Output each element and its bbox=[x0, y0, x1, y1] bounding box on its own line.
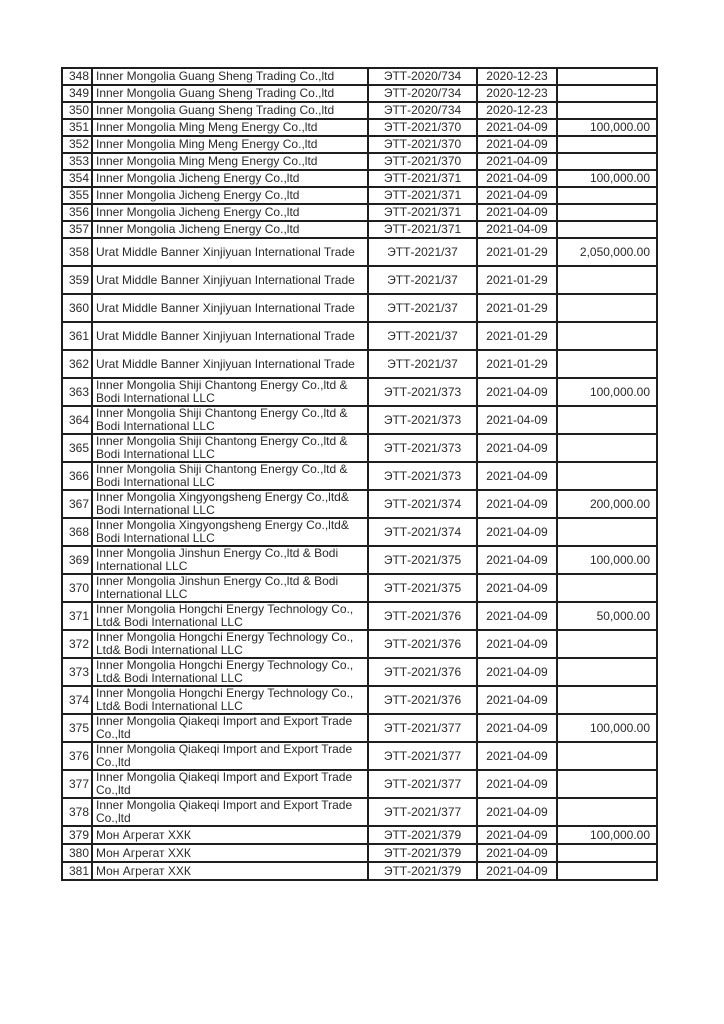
company-name-cell: Inner Mongolia Hongchi Energy Technology Co., Ltd& Bodi International LLC bbox=[92, 602, 368, 630]
amount-cell bbox=[557, 294, 657, 322]
row-number-cell: 366 bbox=[62, 462, 92, 490]
row-number-cell: 364 bbox=[62, 406, 92, 434]
contract-date-cell: 2021-04-09 bbox=[477, 714, 557, 742]
company-name-cell: Inner Mongolia Jinshun Energy Co.,ltd & Bodi International LLC bbox=[92, 574, 368, 602]
company-name-cell: Inner Mongolia Jinshun Energy Co.,ltd & Bodi International LLC bbox=[92, 546, 368, 574]
row-number-cell: 377 bbox=[62, 770, 92, 798]
row-number-cell: 375 bbox=[62, 714, 92, 742]
contract-date-cell: 2021-04-09 bbox=[477, 462, 557, 490]
table-row bbox=[62, 844, 657, 862]
company-name-cell: Мон Агрегат ХХК bbox=[92, 862, 368, 880]
company-name-cell: Inner Mongolia Hongchi Energy Technology Co., Ltd& Bodi International LLC bbox=[92, 658, 368, 686]
amount-cell bbox=[557, 686, 657, 714]
contract-code-cell: ЭТТ-2021/377 bbox=[368, 770, 477, 798]
table-row bbox=[62, 770, 657, 798]
amount-cell bbox=[557, 518, 657, 546]
amount-cell bbox=[557, 742, 657, 770]
row-number-cell: 373 bbox=[62, 658, 92, 686]
contract-date-cell: 2021-04-09 bbox=[477, 187, 557, 204]
contract-date-cell: 2021-04-09 bbox=[477, 170, 557, 187]
table-row bbox=[62, 204, 657, 221]
row-number-cell: 369 bbox=[62, 546, 92, 574]
contract-code-cell: ЭТТ-2021/37 bbox=[368, 350, 477, 378]
contract-date-cell: 2021-04-09 bbox=[477, 204, 557, 221]
contract-date-cell: 2020-12-23 bbox=[477, 102, 557, 119]
table-row bbox=[62, 434, 657, 462]
table-row bbox=[62, 546, 657, 574]
contract-code-cell: ЭТТ-2021/376 bbox=[368, 686, 477, 714]
row-number-cell: 372 bbox=[62, 630, 92, 658]
row-number-cell: 370 bbox=[62, 574, 92, 602]
table-row bbox=[62, 322, 657, 350]
contract-date-cell: 2021-04-09 bbox=[477, 630, 557, 658]
contract-date-cell: 2021-04-09 bbox=[477, 119, 557, 136]
contract-code-cell: ЭТТ-2021/377 bbox=[368, 742, 477, 770]
table-row bbox=[62, 238, 657, 266]
company-name-cell: Urat Middle Banner Xinjiyuan International Trade bbox=[92, 266, 368, 294]
company-name-cell: Inner Mongolia Guang Sheng Trading Co.,ltd bbox=[92, 102, 368, 119]
amount-cell bbox=[557, 266, 657, 294]
amount-cell: 100,000.00 bbox=[557, 170, 657, 187]
contract-date-cell: 2021-04-09 bbox=[477, 844, 557, 862]
contract-date-cell: 2021-04-09 bbox=[477, 378, 557, 406]
contract-code-cell: ЭТТ-2021/370 bbox=[368, 136, 477, 153]
amount-cell: 100,000.00 bbox=[557, 546, 657, 574]
row-number-cell: 361 bbox=[62, 322, 92, 350]
table-row bbox=[62, 68, 657, 85]
company-name-cell: Мон Агрегат ХХК bbox=[92, 844, 368, 862]
row-number-cell: 376 bbox=[62, 742, 92, 770]
contract-code-cell: ЭТТ-2021/37 bbox=[368, 294, 477, 322]
table-row bbox=[62, 85, 657, 102]
row-number-cell: 363 bbox=[62, 378, 92, 406]
row-number-cell: 356 bbox=[62, 204, 92, 221]
table-row bbox=[62, 658, 657, 686]
contract-date-cell: 2021-04-09 bbox=[477, 490, 557, 518]
company-name-cell: Inner Mongolia Shiji Chantong Energy Co.,ltd & Bodi International LLC bbox=[92, 434, 368, 462]
table-row bbox=[62, 826, 657, 844]
table-row bbox=[62, 119, 657, 136]
contract-date-cell: 2021-04-09 bbox=[477, 770, 557, 798]
amount-cell bbox=[557, 434, 657, 462]
row-number-cell: 379 bbox=[62, 826, 92, 844]
table-row bbox=[62, 221, 657, 238]
row-number-cell: 362 bbox=[62, 350, 92, 378]
contract-date-cell: 2021-04-09 bbox=[477, 518, 557, 546]
amount-cell bbox=[557, 770, 657, 798]
table-row bbox=[62, 518, 657, 546]
amount-cell bbox=[557, 350, 657, 378]
table-row bbox=[62, 136, 657, 153]
amount-cell: 100,000.00 bbox=[557, 714, 657, 742]
contract-code-cell: ЭТТ-2021/377 bbox=[368, 714, 477, 742]
contract-date-cell: 2021-01-29 bbox=[477, 294, 557, 322]
table-row bbox=[62, 187, 657, 204]
amount-cell bbox=[557, 406, 657, 434]
company-name-cell: Inner Mongolia Guang Sheng Trading Co.,ltd bbox=[92, 85, 368, 102]
company-name-cell: Inner Mongolia Ming Meng Energy Co.,ltd bbox=[92, 153, 368, 170]
row-number-cell: 349 bbox=[62, 85, 92, 102]
row-number-cell: 354 bbox=[62, 170, 92, 187]
row-number-cell: 358 bbox=[62, 238, 92, 266]
company-name-cell: Inner Mongolia Qiakeqi Import and Export Trade Co.,ltd bbox=[92, 770, 368, 798]
amount-cell bbox=[557, 68, 657, 85]
contract-date-cell: 2021-04-09 bbox=[477, 153, 557, 170]
table-row bbox=[62, 102, 657, 119]
table-row bbox=[62, 862, 657, 880]
contract-date-cell: 2021-01-29 bbox=[477, 322, 557, 350]
contract-code-cell: ЭТТ-2020/734 bbox=[368, 102, 477, 119]
company-name-cell: Inner Mongolia Jicheng Energy Co.,ltd bbox=[92, 187, 368, 204]
contract-date-cell: 2021-04-09 bbox=[477, 602, 557, 630]
amount-cell: 200,000.00 bbox=[557, 490, 657, 518]
company-name-cell: Inner Mongolia Qiakeqi Import and Export Trade Co.,ltd bbox=[92, 714, 368, 742]
contract-code-cell: ЭТТ-2021/37 bbox=[368, 266, 477, 294]
company-name-cell: Inner Mongolia Hongchi Energy Technology Co., Ltd& Bodi International LLC bbox=[92, 686, 368, 714]
contract-code-cell: ЭТТ-2021/373 bbox=[368, 434, 477, 462]
amount-cell bbox=[557, 204, 657, 221]
amount-cell bbox=[557, 221, 657, 238]
contract-code-cell: ЭТТ-2021/373 bbox=[368, 462, 477, 490]
table-row bbox=[62, 602, 657, 630]
table-row bbox=[62, 170, 657, 187]
amount-cell bbox=[557, 798, 657, 826]
amount-cell: 2,050,000.00 bbox=[557, 238, 657, 266]
row-number-cell: 360 bbox=[62, 294, 92, 322]
contract-code-cell: ЭТТ-2021/374 bbox=[368, 518, 477, 546]
company-name-cell: Inner Mongolia Ming Meng Energy Co.,ltd bbox=[92, 136, 368, 153]
contract-code-cell: ЭТТ-2021/373 bbox=[368, 406, 477, 434]
row-number-cell: 359 bbox=[62, 266, 92, 294]
row-number-cell: 352 bbox=[62, 136, 92, 153]
amount-cell: 100,000.00 bbox=[557, 378, 657, 406]
table-row bbox=[62, 686, 657, 714]
row-number-cell: 378 bbox=[62, 798, 92, 826]
contract-date-cell: 2021-04-09 bbox=[477, 658, 557, 686]
amount-cell: 50,000.00 bbox=[557, 602, 657, 630]
contract-code-cell: ЭТТ-2021/371 bbox=[368, 204, 477, 221]
company-name-cell: Urat Middle Banner Xinjiyuan International Trade bbox=[92, 350, 368, 378]
table-row bbox=[62, 490, 657, 518]
contract-code-cell: ЭТТ-2021/375 bbox=[368, 574, 477, 602]
company-name-cell: Inner Mongolia Qiakeqi Import and Export Trade Co.,ltd bbox=[92, 742, 368, 770]
contract-code-cell: ЭТТ-2020/734 bbox=[368, 68, 477, 85]
contract-date-cell: 2021-04-09 bbox=[477, 434, 557, 462]
amount-cell bbox=[557, 862, 657, 880]
company-name-cell: Urat Middle Banner Xinjiyuan International Trade bbox=[92, 294, 368, 322]
amount-cell: 100,000.00 bbox=[557, 119, 657, 136]
contract-date-cell: 2021-04-09 bbox=[477, 686, 557, 714]
table-row bbox=[62, 266, 657, 294]
company-name-cell: Inner Mongolia Xingyongsheng Energy Co.,ltd& Bodi International LLC bbox=[92, 490, 368, 518]
row-number-cell: 367 bbox=[62, 490, 92, 518]
contract-code-cell: ЭТТ-2020/734 bbox=[368, 85, 477, 102]
contract-date-cell: 2021-04-09 bbox=[477, 406, 557, 434]
amount-cell bbox=[557, 322, 657, 350]
records-table bbox=[61, 67, 658, 881]
table-row bbox=[62, 742, 657, 770]
contract-date-cell: 2020-12-23 bbox=[477, 68, 557, 85]
contract-code-cell: ЭТТ-2021/37 bbox=[368, 322, 477, 350]
amount-cell bbox=[557, 658, 657, 686]
contract-code-cell: ЭТТ-2021/371 bbox=[368, 187, 477, 204]
contract-code-cell: ЭТТ-2021/377 bbox=[368, 798, 477, 826]
contract-code-cell: ЭТТ-2021/37 bbox=[368, 238, 477, 266]
contract-date-cell: 2021-01-29 bbox=[477, 238, 557, 266]
table-row bbox=[62, 462, 657, 490]
row-number-cell: 380 bbox=[62, 844, 92, 862]
table-row bbox=[62, 378, 657, 406]
contract-date-cell: 2021-04-09 bbox=[477, 826, 557, 844]
amount-cell bbox=[557, 574, 657, 602]
company-name-cell: Inner Mongolia Ming Meng Energy Co.,ltd bbox=[92, 119, 368, 136]
contract-date-cell: 2021-04-09 bbox=[477, 221, 557, 238]
row-number-cell: 368 bbox=[62, 518, 92, 546]
table-row bbox=[62, 574, 657, 602]
contract-code-cell: ЭТТ-2021/379 bbox=[368, 862, 477, 880]
company-name-cell: Inner Mongolia Xingyongsheng Energy Co.,ltd& Bodi International LLC bbox=[92, 518, 368, 546]
row-number-cell: 351 bbox=[62, 119, 92, 136]
amount-cell: 100,000.00 bbox=[557, 826, 657, 844]
amount-cell bbox=[557, 462, 657, 490]
table-row bbox=[62, 714, 657, 742]
contract-date-cell: 2021-04-09 bbox=[477, 136, 557, 153]
contract-date-cell: 2021-01-29 bbox=[477, 350, 557, 378]
contract-date-cell: 2021-04-09 bbox=[477, 798, 557, 826]
table-row bbox=[62, 406, 657, 434]
amount-cell bbox=[557, 844, 657, 862]
contract-code-cell: ЭТТ-2021/376 bbox=[368, 630, 477, 658]
contract-code-cell: ЭТТ-2021/373 bbox=[368, 378, 477, 406]
records-table-body bbox=[62, 68, 657, 880]
row-number-cell: 355 bbox=[62, 187, 92, 204]
contract-code-cell: ЭТТ-2021/376 bbox=[368, 602, 477, 630]
row-number-cell: 348 bbox=[62, 68, 92, 85]
contract-date-cell: 2021-04-09 bbox=[477, 742, 557, 770]
company-name-cell: Inner Mongolia Shiji Chantong Energy Co.,ltd & Bodi International LLC bbox=[92, 462, 368, 490]
contract-code-cell: ЭТТ-2021/370 bbox=[368, 119, 477, 136]
row-number-cell: 371 bbox=[62, 602, 92, 630]
company-name-cell: Inner Mongolia Jicheng Energy Co.,ltd bbox=[92, 221, 368, 238]
row-number-cell: 350 bbox=[62, 102, 92, 119]
amount-cell bbox=[557, 187, 657, 204]
row-number-cell: 374 bbox=[62, 686, 92, 714]
amount-cell bbox=[557, 136, 657, 153]
company-name-cell: Urat Middle Banner Xinjiyuan International Trade bbox=[92, 238, 368, 266]
company-name-cell: Inner Mongolia Shiji Chantong Energy Co.,ltd & Bodi International LLC bbox=[92, 406, 368, 434]
contract-date-cell: 2021-04-09 bbox=[477, 546, 557, 574]
amount-cell bbox=[557, 630, 657, 658]
contract-date-cell: 2021-04-09 bbox=[477, 574, 557, 602]
contract-date-cell: 2021-01-29 bbox=[477, 266, 557, 294]
contract-code-cell: ЭТТ-2021/379 bbox=[368, 826, 477, 844]
company-name-cell: Inner Mongolia Guang Sheng Trading Co.,ltd bbox=[92, 68, 368, 85]
company-name-cell: Inner Mongolia Jicheng Energy Co.,ltd bbox=[92, 204, 368, 221]
company-name-cell: Inner Mongolia Hongchi Energy Technology Co., Ltd& Bodi International LLC bbox=[92, 630, 368, 658]
company-name-cell: Мон Агрегат ХХК bbox=[92, 826, 368, 844]
row-number-cell: 357 bbox=[62, 221, 92, 238]
contract-code-cell: ЭТТ-2021/370 bbox=[368, 153, 477, 170]
amount-cell bbox=[557, 102, 657, 119]
company-name-cell: Inner Mongolia Shiji Chantong Energy Co.,ltd & Bodi International LLC bbox=[92, 378, 368, 406]
table-row bbox=[62, 153, 657, 170]
table-row bbox=[62, 798, 657, 826]
amount-cell bbox=[557, 153, 657, 170]
contract-code-cell: ЭТТ-2021/376 bbox=[368, 658, 477, 686]
contract-code-cell: ЭТТ-2021/375 bbox=[368, 546, 477, 574]
contract-code-cell: ЭТТ-2021/379 bbox=[368, 844, 477, 862]
company-name-cell: Inner Mongolia Jicheng Energy Co.,ltd bbox=[92, 170, 368, 187]
row-number-cell: 365 bbox=[62, 434, 92, 462]
contract-code-cell: ЭТТ-2021/371 bbox=[368, 170, 477, 187]
company-name-cell: Urat Middle Banner Xinjiyuan International Trade bbox=[92, 322, 368, 350]
table-row bbox=[62, 350, 657, 378]
row-number-cell: 381 bbox=[62, 862, 92, 880]
company-name-cell: Inner Mongolia Qiakeqi Import and Export Trade Co.,ltd bbox=[92, 798, 368, 826]
contract-code-cell: ЭТТ-2021/371 bbox=[368, 221, 477, 238]
contract-code-cell: ЭТТ-2021/374 bbox=[368, 490, 477, 518]
table-row bbox=[62, 294, 657, 322]
table-row bbox=[62, 630, 657, 658]
amount-cell bbox=[557, 85, 657, 102]
row-number-cell: 353 bbox=[62, 153, 92, 170]
contract-date-cell: 2020-12-23 bbox=[477, 85, 557, 102]
contract-date-cell: 2021-04-09 bbox=[477, 862, 557, 880]
